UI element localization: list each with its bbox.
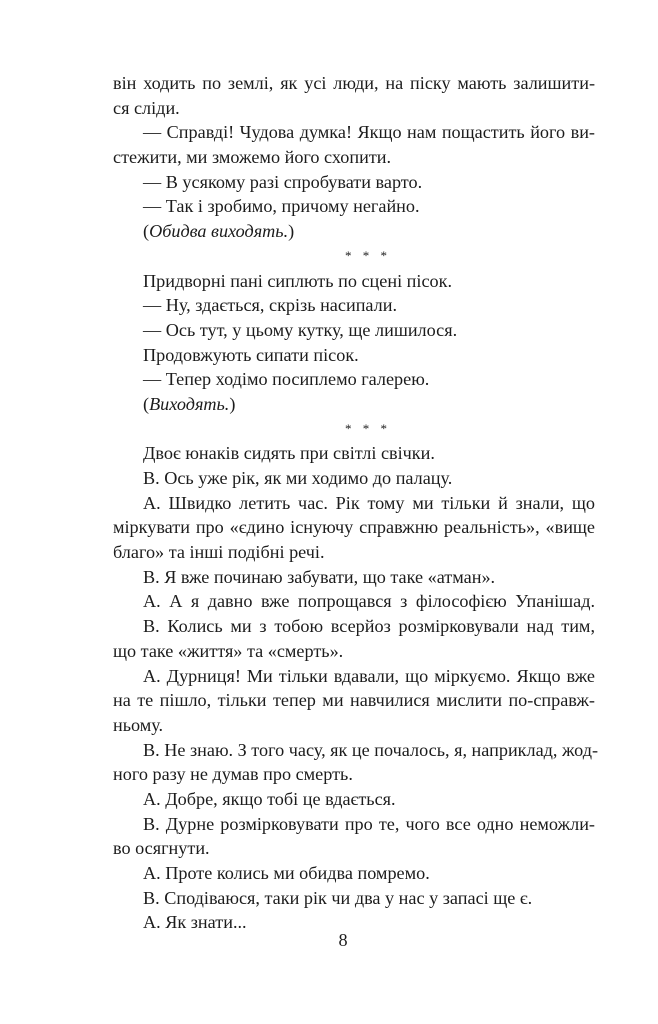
- text-line: А. Дурниця! Ми тільки вдавали, що міркуємо. Якщо вже: [143, 665, 595, 686]
- text-line: В. Я вже починаю забувати, що таке «атман».: [143, 566, 496, 587]
- scene-separator: * * *: [345, 420, 391, 436]
- text-line: на те пішло, тільки тепер ми навчилися мислити по-справж-: [113, 690, 595, 711]
- text-line: А. Проте колись ми обидва помремо.: [143, 863, 430, 883]
- text-line: міркувати про «єдино існуючу справжню реальність», «вище: [113, 517, 595, 538]
- text-line: Придворні пані сиплють по сцені пісок.: [143, 270, 453, 291]
- stage-direction: [113, 392, 595, 417]
- text-line: ся сліди.: [113, 97, 180, 118]
- text-line: В. Колись ми з тобою всерйоз розмірковували над тим,: [143, 616, 595, 637]
- text-line: він ходить по землі, як усі люди, на піску мають залишити-: [113, 73, 595, 93]
- text-line: А. Добре, якщо тобі це вдається.: [143, 788, 396, 809]
- text-line: — В усякому разі спробувати варто.: [143, 171, 423, 192]
- stage-direction-open-paren: (: [143, 221, 150, 242]
- text-line: — Так і зробимо, причому негайно.: [143, 196, 420, 217]
- text-line: В. Дурне розмірковувати про те, чого все одно неможли-: [143, 813, 595, 834]
- text-line: Двоє юнаків сидять при світлі свічки.: [143, 443, 435, 464]
- text-line: — Ось тут, у цьому кутку, ще лишилося.: [143, 319, 458, 340]
- stage-direction-close-paren: ): [288, 221, 295, 242]
- text-line: Продовжують сипати пісок.: [143, 344, 359, 365]
- text-line: що таке «життя» та «смерть».: [113, 640, 344, 661]
- page-number: 8: [338, 930, 348, 950]
- text-line: благо» та інші подібні речі.: [113, 542, 325, 563]
- stage-direction-text: Обидва виходять.: [149, 221, 289, 242]
- page-body: [113, 71, 599, 935]
- text-line: во осягнути.: [113, 838, 210, 859]
- scene-separator: * * *: [345, 247, 391, 263]
- stage-direction-close-paren: ): [229, 393, 236, 414]
- stage-direction-text: Виходять.: [149, 393, 230, 414]
- text-line: стежити, ми зможемо його схопити.: [113, 147, 392, 168]
- text-line: В. Сподіваюся, таки рік чи два у нас у запасі ще є.: [143, 887, 533, 908]
- stage-direction-open-paren: (: [143, 393, 150, 414]
- text-line: — Справді! Чудова думка! Якщо нам пощастить його ви-: [143, 122, 595, 143]
- text-line: А. Як знати...: [143, 912, 247, 933]
- text-line: ного разу не думав про смерть.: [113, 764, 353, 785]
- text-line: ньому.: [113, 714, 164, 735]
- text-line: А. А я давно вже попрощався з філософією Упанішад.: [143, 591, 595, 612]
- text-line: — Тепер ходімо посиплемо галерею.: [143, 369, 430, 390]
- text-line: — Ну, здається, скрізь насипали.: [143, 295, 398, 316]
- text-line: В. Ось уже рік, як ми ходимо до палацу.: [143, 468, 453, 488]
- text-line: В. Не знаю. З того часу, як це почалось, я, наприклад, жод-: [143, 739, 599, 760]
- stage-direction: [113, 219, 595, 244]
- text-line: А. Швидко летить час. Рік тому ми тільки й знали, що: [143, 492, 595, 513]
